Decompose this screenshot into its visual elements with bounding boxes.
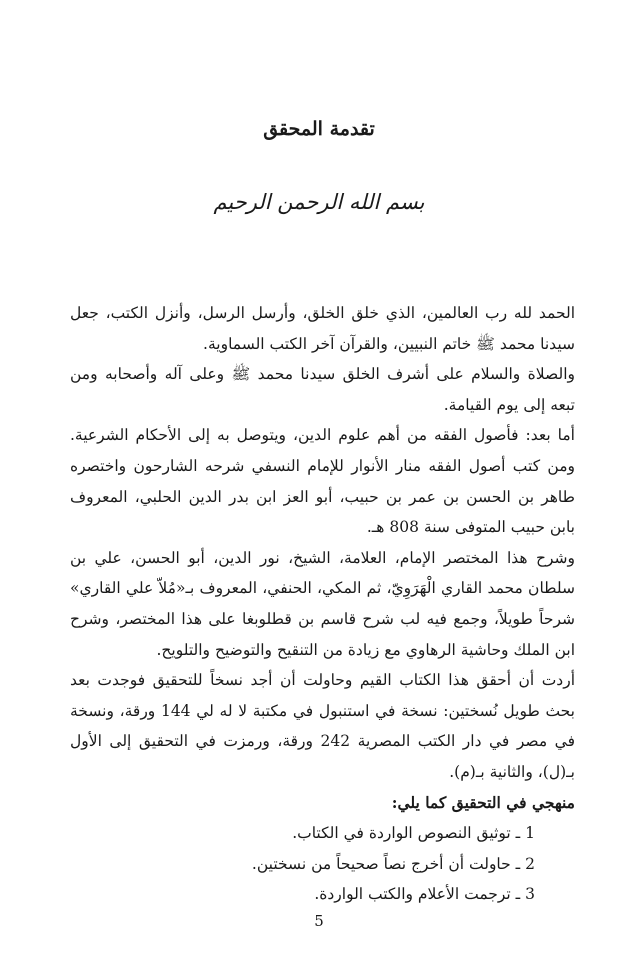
paragraph-blessing: والصلاة والسلام على أشرف الخلق سيدنا محمد ﷺ وعلى آله وأصحابه ومن تبعه إلى يوم القيامة. <box>70 365 575 414</box>
paragraph-manuscripts: أردت أن أحقق هذا الكتاب القيم وحاولت أن أجد نسخاً للتحقيق فوجدت بعد بحث طويل نُسختين: نسخة في استنبول في مكتبة لا له لي 144 ورقة، ونسخة في مصر في دار الكتب المصرية 242 ورقة، ورمزت في التحقيق إلى الأول بـ(ل)، والثانية بـ(م). <box>70 671 575 781</box>
paragraph-praise: الحمد لله رب العالمين، الذي خلق الخلق، وأرسل الرسل، وأنزل الكتب، جعل سيدنا محمد ﷺ خاتم النبيين، والقرآن آخر الكتب السماوية. <box>70 304 575 353</box>
body-text <box>70 298 575 910</box>
method-heading: منهجي في التحقيق كما يلي: <box>391 792 575 812</box>
method-item: 1 ـ توثيق النصوص الواردة في الكتاب. <box>292 824 535 843</box>
paragraph-introduction: أما بعد: فأصول الفقه من أهم علوم الدين، ويتوصل به إلى الأحكام الشرعية. ومن كتب أصول الفقه منار الأنوار للإمام النسفي شرحه الشارحون واختصره طاهر بن الحسن بن عمر بن حبيب، أبو العز ابن بدر الدين الحلبي، المعروف بابن حبيب المتوفى سنة 808 هـ. <box>70 426 575 537</box>
page-number: 5 <box>314 912 324 930</box>
method-item: 2 ـ حاولت أن أخرج نصاً صحيحاً من نسختين. <box>251 854 535 873</box>
method-item: 3 ـ ترجمت الأعلام والكتب الواردة. <box>314 885 535 904</box>
page-title: تقدمة المحقق <box>263 118 375 140</box>
basmala-calligraphy: بسم الله الرحمن الرحيم <box>213 190 425 214</box>
paragraph-commentary: وشرح هذا المختصر الإمام، العلامة، الشيخ، نور الدين، أبو الحسن، علي بن سلطان محمد القاري الْهَرَوِيّ، ثم المكي، الحنفي، المعروف بـ«مُلاّ علي القاري» شرحاً طويلاً، وجمع فيه لب شرح قاسم بن قطلوبغا على هذا المختصر، وشرح ابن الملك وحاشية الرهاوي مع زيادة من التنقيح والتوضيح والتلويح. <box>70 548 575 659</box>
